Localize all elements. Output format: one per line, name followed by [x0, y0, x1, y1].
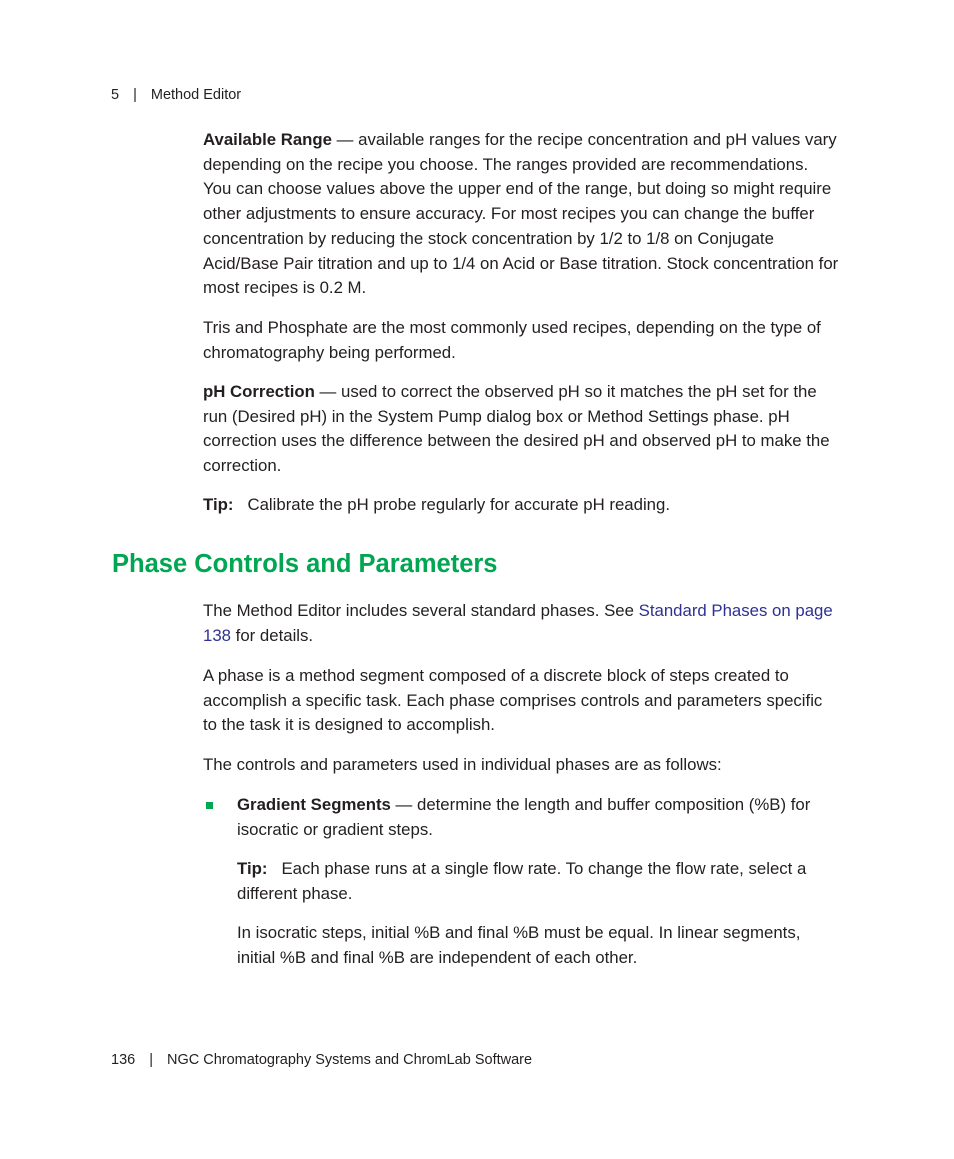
ph-correction-term: pH Correction [203, 382, 315, 401]
chapter-title: Method Editor [150, 87, 242, 103]
page-number: 136 [111, 1052, 136, 1068]
available-range-term: Available Range [203, 130, 333, 149]
tip-text: Calibrate the pH probe regularly for accurate pH reading. [247, 495, 671, 514]
gradient-segments-term: Gradient Segments [237, 795, 391, 814]
running-footer [111, 1052, 532, 1068]
tris-text: Tris and Phosphate are the most commonly used recipes, depending on the type of chromatography being performed. [203, 318, 821, 362]
isocratic-paragraph [237, 921, 827, 970]
tris-paragraph [203, 316, 839, 365]
gradient-segments-text: — determine the length and buffer composition (%B) for isocratic or gradient steps. [237, 795, 811, 839]
bullet-square-icon [206, 802, 213, 809]
book-title: NGC Chromatography Systems and ChromLab Software [166, 1052, 533, 1068]
section-heading: Phase Controls and Parameters [112, 550, 498, 578]
controls-intro-paragraph [203, 753, 839, 778]
chapter-number: 5 [111, 87, 120, 103]
isocratic-text: In isocratic steps, initial %B and final %B must be equal. In linear segments, initial %B and final %B are independent of each other. [237, 923, 801, 967]
tip-label: Tip: [203, 495, 234, 514]
ph-correction-paragraph [203, 380, 839, 479]
intro-text-before: The Method Editor includes several standard phases. See [203, 601, 639, 620]
available-range-text: — available ranges for the recipe concentration and pH values vary depending on the recipe you choose. The ranges provided are recommendations. You can choose values above the upper end of the range, but doing so might require other adjustments to ensure accuracy. For most recipes you can change the buffer concentration by reducing the stock concentration by 1/2 to 1/8 on Conjugate Acid/Base Pair titration and up to 1/4 on Acid or Base titration. Stock concentration for most recipes is 0.2 M. [203, 130, 839, 298]
standard-phases-link[interactable]: Standard Phases on page 138 [203, 601, 833, 645]
intro-paragraph [203, 599, 839, 648]
ph-correction-text: — used to correct the observed pH so it matches the pH set for the run (Desired pH) in the System Pump dialog box or Method Settings phase. pH correction uses the difference between the desired pH and observed pH to make the correction. [203, 382, 830, 476]
phase-text: A phase is a method segment composed of a discrete block of steps created to accomplish a specific task. Each phase comprises controls and parameters specific to the task it is designed to accomplish. [203, 666, 823, 735]
available-range-paragraph [203, 128, 839, 301]
intro-text-after: for details. [231, 625, 314, 645]
tip-flow-rate [237, 857, 807, 906]
running-header [111, 87, 241, 103]
tip-calibrate [203, 493, 839, 518]
tip-flow-label: Tip: [237, 859, 268, 878]
tip-flow-text: Each phase runs at a single flow rate. To change the flow rate, select a different phase. [237, 859, 807, 903]
footer-separator: | [149, 1052, 153, 1068]
controls-intro-text: The controls and parameters used in individual phases are as follows: [203, 755, 722, 774]
gradient-segments-item [237, 793, 817, 842]
header-separator: | [133, 87, 137, 103]
phase-paragraph [203, 664, 839, 738]
